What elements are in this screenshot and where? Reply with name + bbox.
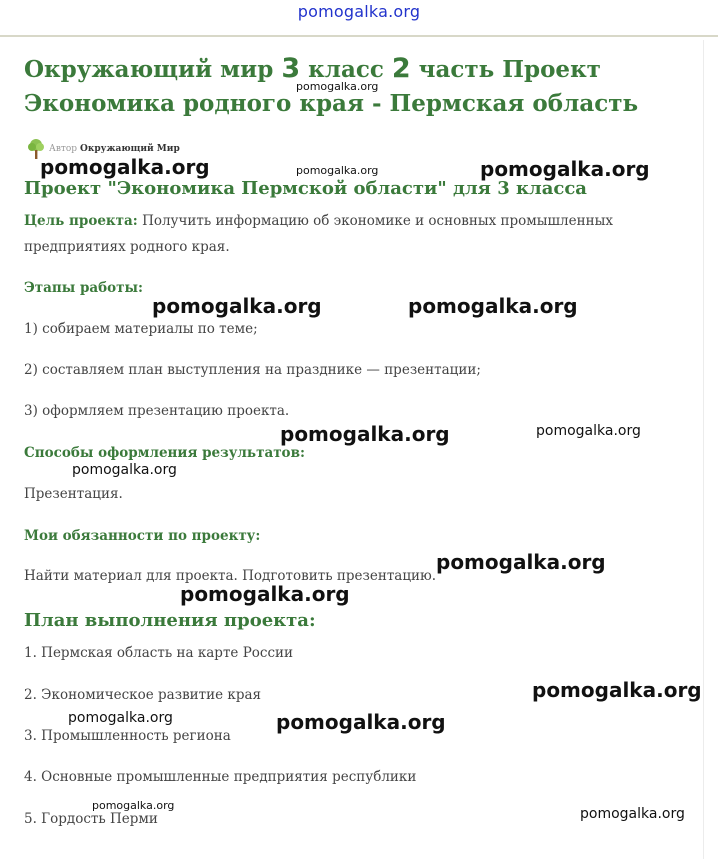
author-name[interactable]: Окружающий Мир [80,144,180,154]
stages-label: Этапы работы: [24,280,144,296]
watermark: pomogalka.org [72,462,177,478]
goal-paragraph [24,208,613,260]
stage-item: 3) оформляем презентацию проекта. [24,403,290,419]
title-line-2: Экономика родного края - Пермская область [24,90,639,117]
title-part: часть Проект [410,56,601,83]
watermark: pomogalka.org [276,710,446,734]
plan-heading: План выполнения проекта: [24,610,316,631]
watermark: pomogalka.org [180,582,350,606]
title-part: класс [300,56,392,83]
plan-item: 5. Гордость Перми [24,811,158,827]
watermark: pomogalka.org [92,799,175,812]
watermark: pomogalka.org [280,422,450,446]
watermark: pomogalka.org [68,710,173,726]
plan-item: 4. Основные промышленные предприятия республики [24,769,417,785]
title-part-number: 2 [391,53,411,84]
methods-label: Способы оформления результатов: [24,445,305,461]
watermark: pomogalka.org [408,294,578,318]
watermark: pomogalka.org [532,678,702,702]
plan-item: 1. Пермская область на карте России [24,645,294,661]
sidebar-edge [703,40,718,859]
watermark: pomogalka.org [296,164,379,177]
stage-item: 2) составляем план выступления на празднике — презентации; [24,362,481,378]
title-grade-number: 3 [281,53,301,84]
goal-text: Получить информацию об экономике и основных промышленных [137,213,613,229]
project-heading: Проект "Экономика Пермской области" для 3 класса [24,178,587,199]
watermark: pomogalka.org [152,294,322,318]
duties-text: Найти материал для проекта. Подготовить презентацию. [24,568,437,584]
watermark: pomogalka.org [296,80,379,93]
plan-item: 2. Экономическое развитие края [24,687,262,703]
watermark: pomogalka.org [40,155,210,179]
methods-text: Презентация. [24,486,123,502]
watermark: pomogalka.org [580,806,685,822]
author-prefix: Автор [49,144,78,154]
watermark: pomogalka.org [536,423,641,439]
goal-label: Цель проекта: [24,213,138,229]
watermark: pomogalka.org [480,157,650,181]
goal-text-cont: предприятиях родного края. [24,239,230,255]
plan-item: 3. Промышленность региона [24,728,231,744]
title-part: Окружающий мир [24,56,282,83]
stage-item: 1) собираем материалы по теме; [24,321,258,337]
site-logo[interactable]: pomogalka.org [297,2,421,21]
header-divider [0,35,718,37]
watermark: pomogalka.org [436,550,606,574]
duties-label: Мои обязанности по проекту: [24,528,261,544]
